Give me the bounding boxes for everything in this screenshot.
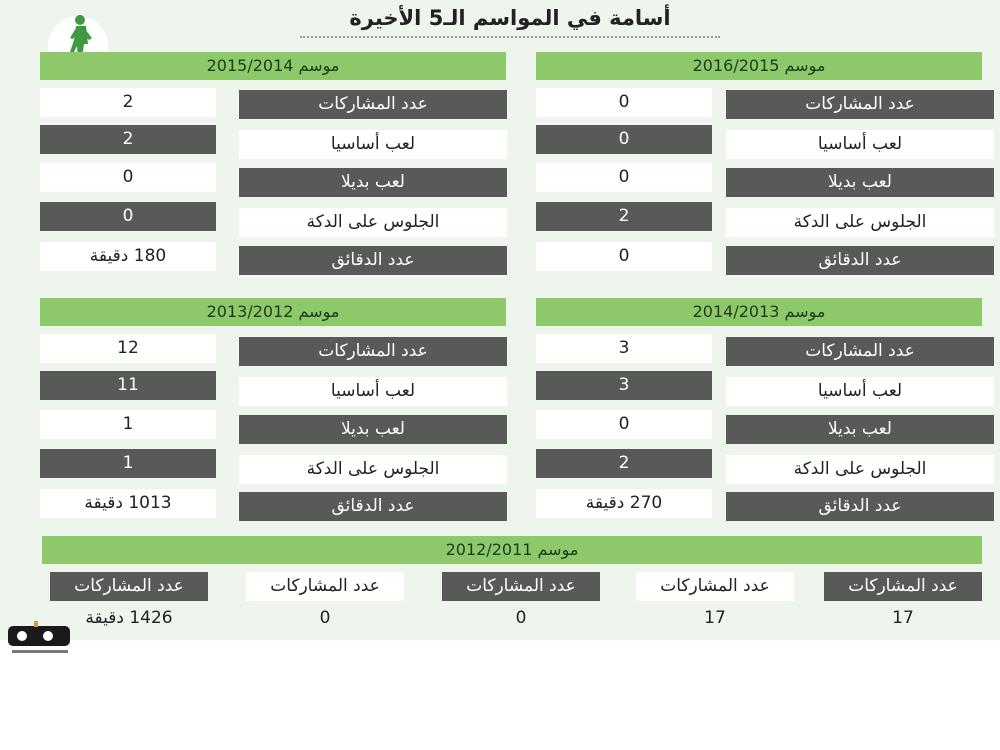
- row-label-minutes: عدد الدقائق: [726, 246, 994, 275]
- row-label-bench: الجلوس على الدكة: [726, 455, 994, 484]
- row-label-bench: الجلوس على الدكة: [239, 455, 507, 484]
- season-header-2016-2015: موسم 2016/2015: [536, 52, 982, 80]
- row-value-substitute: 0: [40, 163, 216, 192]
- bottom-col-label: عدد المشاركات: [246, 572, 404, 601]
- row-value-substitute: 0: [536, 410, 712, 439]
- row-label-appearances: عدد المشاركات: [726, 90, 994, 119]
- row-value-minutes: 0: [536, 242, 712, 271]
- row-label-minutes: عدد الدقائق: [726, 492, 994, 521]
- bottom-col-label: عدد المشاركات: [50, 572, 208, 601]
- makkah-newspaper-logo: [4, 620, 74, 660]
- bottom-col-value: 1426 دقيقة: [85, 608, 173, 628]
- row-label-started: لعب أساسيا: [239, 377, 507, 406]
- row-value-bench: 2: [536, 449, 712, 478]
- season-header-2012-2011: موسم 2012/2011: [42, 536, 982, 564]
- row-value-bench: 0: [40, 202, 216, 231]
- row-label-started: لعب أساسيا: [726, 377, 994, 406]
- row-value-substitute: 0: [536, 163, 712, 192]
- bottom-col-value: 17: [704, 608, 726, 628]
- row-label-appearances: عدد المشاركات: [239, 337, 507, 366]
- row-value-appearances: 2: [40, 88, 216, 117]
- row-label-minutes: عدد الدقائق: [239, 246, 507, 275]
- season-header-2014-2013: موسم 2014/2013: [536, 298, 982, 326]
- title-divider: [300, 36, 720, 38]
- row-value-bench: 1: [40, 449, 216, 478]
- row-value-started: 3: [536, 371, 712, 400]
- row-value-minutes: 1013 دقيقة: [40, 489, 216, 518]
- row-value-started: 0: [536, 125, 712, 154]
- row-value-bench: 2: [536, 202, 712, 231]
- bottom-col-label: عدد المشاركات: [636, 572, 794, 601]
- bottom-col-value: 0: [515, 608, 527, 628]
- row-value-appearances: 3: [536, 334, 712, 363]
- row-label-bench: الجلوس على الدكة: [726, 208, 994, 237]
- row-value-substitute: 1: [40, 410, 216, 439]
- row-value-appearances: 12: [40, 334, 216, 363]
- row-label-started: لعب أساسيا: [239, 130, 507, 159]
- page-title: أسامة في المواسم الـ5 الأخيرة: [349, 6, 671, 30]
- row-label-substitute: لعب بديلا: [726, 415, 994, 444]
- row-label-substitute: لعب بديلا: [239, 168, 507, 197]
- row-value-started: 11: [40, 371, 216, 400]
- row-label-minutes: عدد الدقائق: [239, 492, 507, 521]
- row-label-appearances: عدد المشاركات: [239, 90, 507, 119]
- season-header-2015-2014: موسم 2015/2014: [40, 52, 506, 80]
- bottom-col-label: عدد المشاركات: [824, 572, 982, 601]
- row-label-started: لعب أساسيا: [726, 130, 994, 159]
- season-header-2013-2012: موسم 2013/2012: [40, 298, 506, 326]
- row-value-minutes: 270 دقيقة: [536, 489, 712, 518]
- bottom-col-value: 0: [319, 608, 331, 628]
- row-value-started: 2: [40, 125, 216, 154]
- bottom-col-value: 17: [892, 608, 914, 628]
- row-value-appearances: 0: [536, 88, 712, 117]
- row-value-minutes: 180 دقيقة: [40, 242, 216, 271]
- row-label-appearances: عدد المشاركات: [726, 337, 994, 366]
- bottom-col-label: عدد المشاركات: [442, 572, 600, 601]
- row-label-substitute: لعب بديلا: [239, 415, 507, 444]
- row-label-substitute: لعب بديلا: [726, 168, 994, 197]
- row-label-bench: الجلوس على الدكة: [239, 208, 507, 237]
